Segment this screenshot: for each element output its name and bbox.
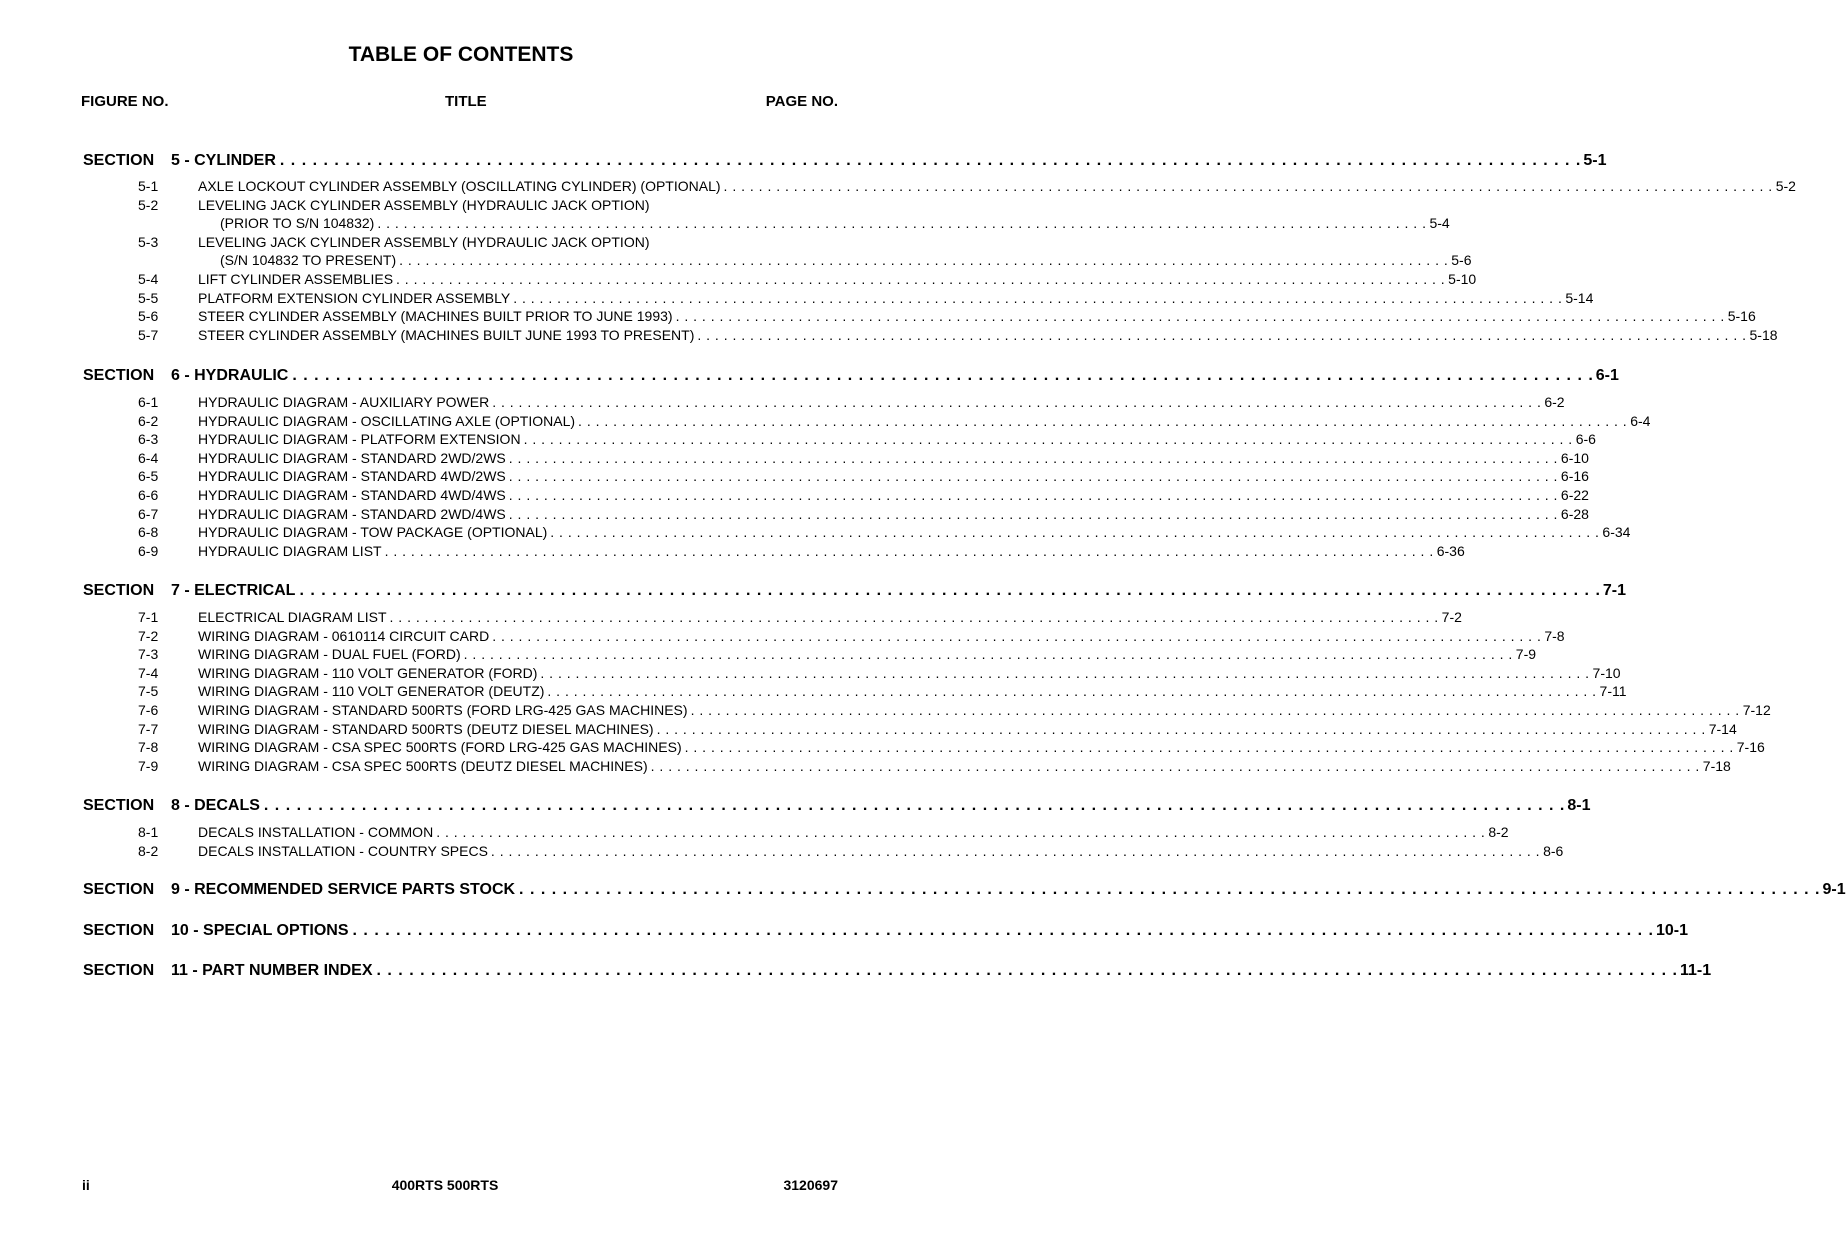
entry-page: 6-28 [1560,505,1589,522]
section-label: SECTION [83,152,155,169]
entry-page: 8-6 [1543,842,1564,859]
figure-number: 5-5 [138,289,159,306]
figure-number: 7-7 [138,720,159,737]
entry-title: WIRING DIAGRAM - 110 VOLT GENERATOR (FORD) [198,664,538,681]
entry-title: DECALS INSTALLATION - COUNTRY SPECS [198,842,488,859]
entry-title: PLATFORM EXTENSION CYLINDER ASSEMBLY [198,289,511,306]
toc-entry[interactable] [138,505,1589,525]
figure-number: 5-2 [138,196,159,213]
footer-document-number: 3120697 [783,1177,838,1193]
entry-title: DECALS INSTALLATION - COMMON [198,824,434,840]
entry-page: 7-14 [1708,720,1737,737]
toc-entry[interactable] [138,683,1627,702]
figure-number: 6-3 [138,431,159,448]
entry-page: 5-6 [1451,252,1472,269]
figure-number: 6-6 [138,486,159,503]
leader-dots: . . . . . . . . . . . . . . . . . . . . . . . . . . . . . . . . . . . . . . . . . . . . . . . . . . . . . . . . . . . . . . . . . . . . . . . . . . . . . . . . . . . . . . . . . . . . . . . . . . . . . . . . . . . . . . . . . . . . . . . . [490,842,1541,859]
toc-section[interactable] [83,797,1591,815]
leader-dots: . . . . . . . . . . . . . . . . . . . . . . . . . . . . . . . . . . . . . . . . . . . . . . . . . . . . . . . . . . . . . . . . . . . . . . . . . . . . . . . . . . . . . . . . . . . . . . . . . . . . . . . . . . . . . . . . . . . . . . . . [519,881,1821,898]
entry-page: 6-34 [1602,524,1631,541]
figure-number: 5-7 [138,326,159,343]
entry-page: 7-10 [1592,664,1621,681]
section-title: 9 - RECOMMENDED SERVICE PARTS STOCK [171,881,516,898]
section-label: SECTION [83,962,155,979]
entry-page: 6-36 [1436,542,1465,559]
entry-title: HYDRAULIC DIAGRAM LIST [198,542,382,559]
leader-dots: . . . . . . . . . . . . . . . . . . . . . . . . . . . . . . . . . . . . . . . . . . . . . . . . . . . . . . . . . . . . . . . . . . . . . . . . . . . . . . . . . . . . . . . . . . . . . . . . . . . . . . . . . . . . . . . . . . . . . . . . [279,152,1582,169]
entry-title: (PRIOR TO S/N 104832) [220,215,375,232]
footer-page-number: ii [82,1177,90,1193]
toc-entry[interactable] [138,542,1465,562]
figure-number: 6-1 [138,394,159,410]
column-header-page: PAGE NO. [765,93,838,110]
page-title: TABLE OF CONTENTS [348,43,574,66]
section-page: 5-1 [1583,152,1607,169]
leader-dots: . . . . . . . . . . . . . . . . . . . . . . . . . . . . . . . . . . . . . . . . . . . . . . . . . . . . . . . . . . . . . . . . . . . . . . . . . . . . . . . . . . . . . . . . . . . . . . . . . . . . . . . . . . . . . . . . . . . . . . . . [376,962,1678,979]
leader-dots: . . . . . . . . . . . . . . . . . . . . . . . . . . . . . . . . . . . . . . . . . . . . . . . . . . . . . . . . . . . . . . . . . . . . . . . . . . . . . . . . . . . . . . . . . . . . . . . . . . . . . . . . . . . . . . . . . . . . . . . . [299,582,1601,599]
entry-page: 5-16 [1727,308,1756,325]
toc-section[interactable] [83,962,1712,980]
toc-entry[interactable] [138,524,1631,543]
leader-dots: . . . . . . . . . . . . . . . . . . . . . . . . . . . . . . . . . . . . . . . . . . . . . . . . . . . . . . . . . . . . . . . . . . . . . . . . . . . . . . . . . . . . . . . . . . . . . . . . . . . . . . . . . . . . . . . . . . . . . . . . [263,797,1566,814]
entry-title: WIRING DIAGRAM - 110 VOLT GENERATOR (DEUTZ) [198,683,545,700]
toc-entry[interactable] [138,646,1537,665]
entry-page: 7-8 [1544,627,1565,644]
entry-title: HYDRAULIC DIAGRAM - OSCILLATING AXLE (OPTIONAL) [198,412,576,429]
leader-dots: . . . . . . . . . . . . . . . . . . . . . . . . . . . . . . . . . . . . . . . . . . . . . . . . . . . . . . . . . . . . . . . . . . . . . . . . . . . . . . . . . . . . . . . . . . . . . . . . . . . . . . . . . . . . . . . . . . . . . . . . [508,486,1558,503]
toc-section[interactable] [83,582,1627,600]
entry-page: 5-18 [1749,326,1778,343]
leader-dots: . . . . . . . . . . . . . . . . . . . . . . . . . . . . . . . . . . . . . . . . . . . . . . . . . . . . . . . . . . . . . . . . . . . . . . . . . . . . . . . . . . . . . . . . . . . . . . . . . . . . . . . . . . . . . . . . . . . . . . . . [650,757,1700,774]
leader-dots: . . . . . . . . . . . . . . . . . . . . . . . . . . . . . . . . . . . . . . . . . . . . . . . . . . . . . . . . . . . . . . . . . . . . . . . . . . . . . . . . . . . . . . . . . . . . . . . . . . . . . . . . . . . . . . . . . . . . . . . . [723,178,1773,194]
entry-page: 7-18 [1702,757,1731,774]
entry-title: LEVELING JACK CYLINDER ASSEMBLY (HYDRAULIC JACK OPTION) [198,196,650,213]
leader-dots: . . . . . . . . . . . . . . . . . . . . . . . . . . . . . . . . . . . . . . . . . . . . . . . . . . . . . . . . . . . . . . . . . . . . . . . . . . . . . . . . . . . . . . . . . . . . . . . . . . . . . . . . . . . . . . . . . . . . . . . . [508,505,1558,522]
figure-number: 8-2 [138,842,159,859]
toc-section[interactable] [83,922,1688,940]
leader-dots: . . . . . . . . . . . . . . . . . . . . . . . . . . . . . . . . . . . . . . . . . . . . . . . . . . . . . . . . . . . . . . . . . . . . . . . . . . . . . . . . . . . . . . . . . . . . . . . . . . . . . . . . . . . . . . . . . . . . . . . . [578,412,1628,429]
section-label: SECTION [83,582,155,599]
leader-dots: . . . . . . . . . . . . . . . . . . . . . . . . . . . . . . . . . . . . . . . . . . . . . . . . . . . . . . . . . . . . . . . . . . . . . . . . . . . . . . . . . . . . . . . . . . . . . . . . . . . . . . . . . . . . . . . . . . . . . . . . [697,326,1747,343]
figure-number: 5-1 [138,178,159,194]
leader-dots: . . . . . . . . . . . . . . . . . . . . . . . . . . . . . . . . . . . . . . . . . . . . . . . . . . . . . . . . . . . . . . . . . . . . . . . . . . . . . . . . . . . . . . . . . . . . . . . . . . . . . . . . . . . . . . . . . . . . . . . . [547,683,1597,700]
leader-dots: . . . . . . . . . . . . . . . . . . . . . . . . . . . . . . . . . . . . . . . . . . . . . . . . . . . . . . . . . . . . . . . . . . . . . . . . . . . . . . . . . . . . . . . . . . . . . . . . . . . . . . . . . . . . . . . . . . . . . . . . [399,252,1449,269]
leader-dots: . . . . . . . . . . . . . . . . . . . . . . . . . . . . . . . . . . . . . . . . . . . . . . . . . . . . . . . . . . . . . . . . . . . . . . . . . . . . . . . . . . . . . . . . . . . . . . . . . . . . . . . . . . . . . . . . . . . . . . . . [675,308,1725,325]
figure-number: 7-5 [138,683,159,700]
figure-number: 7-4 [138,664,159,681]
entry-page: 5-2 [1775,178,1796,194]
entry-page: 7-16 [1736,739,1765,756]
section-title: 11 - PART NUMBER INDEX [171,962,373,979]
leader-dots: . . . . . . . . . . . . . . . . . . . . . . . . . . . . . . . . . . . . . . . . . . . . . . . . . . . . . . . . . . . . . . . . . . . . . . . . . . . . . . . . . . . . . . . . . . . . . . . . . . . . . . . . . . . . . . . . . . . . . . . . [513,289,1563,306]
leader-dots: . . . . . . . . . . . . . . . . . . . . . . . . . . . . . . . . . . . . . . . . . . . . . . . . . . . . . . . . . . . . . . . . . . . . . . . . . . . . . . . . . . . . . . . . . . . . . . . . . . . . . . . . . . . . . . . . . . . . . . . . [384,542,1434,559]
toc-entry-list [138,609,1771,776]
leader-dots: . . . . . . . . . . . . . . . . . . . . . . . . . . . . . . . . . . . . . . . . . . . . . . . . . . . . . . . . . . . . . . . . . . . . . . . . . . . . . . . . . . . . . . . . . . . . . . . . . . . . . . . . . . . . . . . . . . . . . . . . [523,431,1573,448]
leader-dots: . . . . . . . . . . . . . . . . . . . . . . . . . . . . . . . . . . . . . . . . . . . . . . . . . . . . . . . . . . . . . . . . . . . . . . . . . . . . . . . . . . . . . . . . . . . . . . . . . . . . . . . . . . . . . . . . . . . . . . . . [550,524,1600,541]
section-label: SECTION [83,922,155,939]
section-title: 8 - DECALS [171,797,260,814]
toc-entry-list [138,824,1564,861]
entry-title: WIRING DIAGRAM - STANDARD 500RTS (FORD LRG-425 GAS MACHINES) [198,701,688,718]
figure-number: 5-4 [138,270,159,287]
section-page: 7-1 [1602,582,1627,599]
entry-title: HYDRAULIC DIAGRAM - PLATFORM EXTENSION [198,431,521,448]
figure-number: 7-1 [138,609,159,625]
entry-title: HYDRAULIC DIAGRAM - STANDARD 4WD/2WS [198,468,506,485]
toc-section[interactable] [83,152,1607,170]
toc-entry[interactable] [138,664,1621,684]
figure-number: 7-9 [138,757,159,774]
toc-entry[interactable] [138,627,1565,647]
entry-title: STEER CYLINDER ASSEMBLY (MACHINES BUILT JUNE 1993 TO PRESENT) [198,326,695,343]
footer-model: 400RTS 500RTS [391,1177,499,1193]
toc-entry[interactable] [138,449,1589,469]
section-page: 10-1 [1655,922,1688,939]
leader-dots: . . . . . . . . . . . . . . . . . . . . . . . . . . . . . . . . . . . . . . . . . . . . . . . . . . . . . . . . . . . . . . . . . . . . . . . . . . . . . . . . . . . . . . . . . . . . . . . . . . . . . . . . . . . . . . . . . . . . . . . . [690,701,1740,718]
entry-page: 8-2 [1488,824,1509,840]
entry-page: 6-22 [1560,486,1589,503]
toc-entry-list [138,394,1651,561]
toc-entry[interactable] [138,824,1509,843]
toc-entry[interactable] [138,197,810,216]
leader-dots: . . . . . . . . . . . . . . . . . . . . . . . . . . . . . . . . . . . . . . . . . . . . . . . . . . . . . . . . . . . . . . . . . . . . . . . . . . . . . . . . . . . . . . . . . . . . . . . . . . . . . . . . . . . . . . . . . . . . . . . . [463,646,1513,663]
section-title: 7 - ELECTRICAL [171,582,296,599]
toc-entry[interactable] [138,609,1462,628]
entry-title: HYDRAULIC DIAGRAM - TOW PACKAGE (OPTIONAL) [198,524,548,541]
entry-page: 5-4 [1429,215,1450,232]
column-header-title: TITLE [445,93,487,110]
figure-number: 7-3 [138,646,159,663]
column-header-figure: FIGURE NO. [81,93,169,110]
figure-number: 5-3 [138,233,159,250]
leader-dots: . . . . . . . . . . . . . . . . . . . . . . . . . . . . . . . . . . . . . . . . . . . . . . . . . . . . . . . . . . . . . . . . . . . . . . . . . . . . . . . . . . . . . . . . . . . . . . . . . . . . . . . . . . . . . . . . . . . . . . . . [492,394,1542,410]
leader-dots: . . . . . . . . . . . . . . . . . . . . . . . . . . . . . . . . . . . . . . . . . . . . . . . . . . . . . . . . . . . . . . . . . . . . . . . . . . . . . . . . . . . . . . . . . . . . . . . . . . . . . . . . . . . . . . . . . . . . . . . . [352,922,1654,939]
figure-number: 7-8 [138,739,159,756]
entry-page: 6-2 [1544,394,1565,410]
entry-title: LEVELING JACK CYLINDER ASSEMBLY (HYDRAULIC JACK OPTION) [198,233,650,250]
leader-dots: . . . . . . . . . . . . . . . . . . . . . . . . . . . . . . . . . . . . . . . . . . . . . . . . . . . . . . . . . . . . . . . . . . . . . . . . . . . . . . . . . . . . . . . . . . . . . . . . . . . . . . . . . . . . . . . . . . . . . . . . [492,627,1542,644]
entry-page: 6-16 [1560,468,1589,485]
entry-page: 7-9 [1515,646,1537,663]
figure-number: 8-1 [138,824,159,840]
section-label: SECTION [83,367,155,384]
figure-number: 6-2 [138,412,159,429]
section-title: 5 - CYLINDER [171,152,276,169]
section-page: 9-1 [1822,881,1846,898]
toc-entry[interactable] [138,468,1589,487]
entry-title: STEER CYLINDER ASSEMBLY (MACHINES BUILT PRIOR TO JUNE 1993) [198,308,673,325]
entry-page: 6-10 [1560,449,1589,466]
entry-title: WIRING DIAGRAM - DUAL FUEL (FORD) [198,646,461,663]
entry-title: HYDRAULIC DIAGRAM - STANDARD 2WD/4WS [198,505,506,522]
toc-entry[interactable] [138,215,1450,234]
entry-page: 6-4 [1630,412,1651,429]
section-page: 8-1 [1567,797,1591,814]
leader-dots: . . . . . . . . . . . . . . . . . . . . . . . . . . . . . . . . . . . . . . . . . . . . . . . . . . . . . . . . . . . . . . . . . . . . . . . . . . . . . . . . . . . . . . . . . . . . . . . . . . . . . . . . . . . . . . . . . . . . . . . . [377,215,1427,232]
section-page: 11-1 [1679,962,1712,979]
leader-dots: . . . . . . . . . . . . . . . . . . . . . . . . . . . . . . . . . . . . . . . . . . . . . . . . . . . . . . . . . . . . . . . . . . . . . . . . . . . . . . . . . . . . . . . . . . . . . . . . . . . . . . . . . . . . . . . . . . . . . . . . [396,270,1446,287]
toc-entry[interactable] [138,326,1778,346]
entry-page: 7-12 [1742,701,1771,718]
entry-title: WIRING DIAGRAM - 0610114 CIRCUIT CARD [198,627,490,644]
leader-dots: . . . . . . . . . . . . . . . . . . . . . . . . . . . . . . . . . . . . . . . . . . . . . . . . . . . . . . . . . . . . . . . . . . . . . . . . . . . . . . . . . . . . . . . . . . . . . . . . . . . . . . . . . . . . . . . . . . . . . . . . [684,739,1734,756]
entry-title: (S/N 104832 TO PRESENT) [220,252,397,269]
toc-entry[interactable] [138,701,1771,721]
toc-entry[interactable] [138,394,1565,413]
toc-entry[interactable] [138,412,1651,432]
toc-section[interactable] [83,367,1619,385]
entry-page: 7-2 [1441,609,1462,625]
entry-page: 6-6 [1575,431,1596,448]
toc-entry[interactable] [138,308,1756,327]
leader-dots: . . . . . . . . . . . . . . . . . . . . . . . . . . . . . . . . . . . . . . . . . . . . . . . . . . . . . . . . . . . . . . . . . . . . . . . . . . . . . . . . . . . . . . . . . . . . . . . . . . . . . . . . . . . . . . . . . . . . . . . . [656,720,1706,737]
section-label: SECTION [83,881,155,898]
toc-entry[interactable] [138,757,1731,777]
figure-number: 6-4 [138,449,159,466]
entry-page: 5-10 [1448,270,1477,287]
entry-title: HYDRAULIC DIAGRAM - AUXILIARY POWER [198,394,490,410]
leader-dots: . . . . . . . . . . . . . . . . . . . . . . . . . . . . . . . . . . . . . . . . . . . . . . . . . . . . . . . . . . . . . . . . . . . . . . . . . . . . . . . . . . . . . . . . . . . . . . . . . . . . . . . . . . . . . . . . . . . . . . . . [508,468,1558,485]
toc-entry-list [138,178,1796,345]
entry-page: 7-11 [1599,683,1627,700]
entry-title: LIFT CYLINDER ASSEMBLIES [198,270,394,287]
figure-number: 6-8 [138,524,159,541]
toc-entry[interactable] [138,720,1737,740]
entry-title: WIRING DIAGRAM - STANDARD 500RTS (DEUTZ DIESEL MACHINES) [198,720,654,737]
toc-entry[interactable] [138,289,1594,309]
figure-number: 6-7 [138,505,159,522]
entry-title: WIRING DIAGRAM - CSA SPEC 500RTS (DEUTZ DIESEL MACHINES) [198,757,648,774]
entry-title: HYDRAULIC DIAGRAM - STANDARD 2WD/2WS [198,449,506,466]
toc-entry[interactable] [138,270,1477,290]
toc-entry[interactable] [138,739,1765,758]
leader-dots: . . . . . . . . . . . . . . . . . . . . . . . . . . . . . . . . . . . . . . . . . . . . . . . . . . . . . . . . . . . . . . . . . . . . . . . . . . . . . . . . . . . . . . . . . . . . . . . . . . . . . . . . . . . . . . . . . . . . . . . . [292,367,1594,384]
entry-title: ELECTRICAL DIAGRAM LIST [198,609,387,625]
toc-entry[interactable] [138,178,1796,197]
figure-number: 6-5 [138,468,159,485]
figure-number: 6-9 [138,542,159,559]
entry-title: HYDRAULIC DIAGRAM - STANDARD 4WD/4WS [198,486,506,503]
entry-page: 5-14 [1565,289,1594,306]
section-page: 6-1 [1595,367,1619,384]
toc-entry[interactable] [138,842,1564,862]
toc-entry[interactable] [138,431,1596,450]
toc-section[interactable] [83,881,1846,899]
leader-dots: . . . . . . . . . . . . . . . . . . . . . . . . . . . . . . . . . . . . . . . . . . . . . . . . . . . . . . . . . . . . . . . . . . . . . . . . . . . . . . . . . . . . . . . . . . . . . . . . . . . . . . . . . . . . . . . . . . . . . . . . [508,449,1558,466]
section-title: 6 - HYDRAULIC [171,367,289,384]
leader-dots: . . . . . . . . . . . . . . . . . . . . . . . . . . . . . . . . . . . . . . . . . . . . . . . . . . . . . . . . . . . . . . . . . . . . . . . . . . . . . . . . . . . . . . . . . . . . . . . . . . . . . . . . . . . . . . . . . . . . . . . . [540,664,1590,681]
entry-title: AXLE LOCKOUT CYLINDER ASSEMBLY (OSCILLATING CYLINDER) (OPTIONAL) [198,178,721,194]
leader-dots: . . . . . . . . . . . . . . . . . . . . . . . . . . . . . . . . . . . . . . . . . . . . . . . . . . . . . . . . . . . . . . . . . . . . . . . . . . . . . . . . . . . . . . . . . . . . . . . . . . . . . . . . . . . . . . . . . . . . . . . . [389,609,1439,625]
figure-number: 7-2 [138,627,159,644]
entry-title: WIRING DIAGRAM - CSA SPEC 500RTS (FORD LRG-425 GAS MACHINES) [198,739,682,756]
figure-number: 7-6 [138,701,159,718]
toc-entry[interactable] [138,486,1589,506]
toc-entry[interactable] [138,252,1472,271]
section-title: 10 - SPECIAL OPTIONS [171,922,349,939]
figure-number: 5-6 [138,308,159,325]
leader-dots: . . . . . . . . . . . . . . . . . . . . . . . . . . . . . . . . . . . . . . . . . . . . . . . . . . . . . . . . . . . . . . . . . . . . . . . . . . . . . . . . . . . . . . . . . . . . . . . . . . . . . . . . . . . . . . . . . . . . . . . . [436,824,1486,840]
section-label: SECTION [83,797,155,814]
toc-entry[interactable] [138,234,810,253]
